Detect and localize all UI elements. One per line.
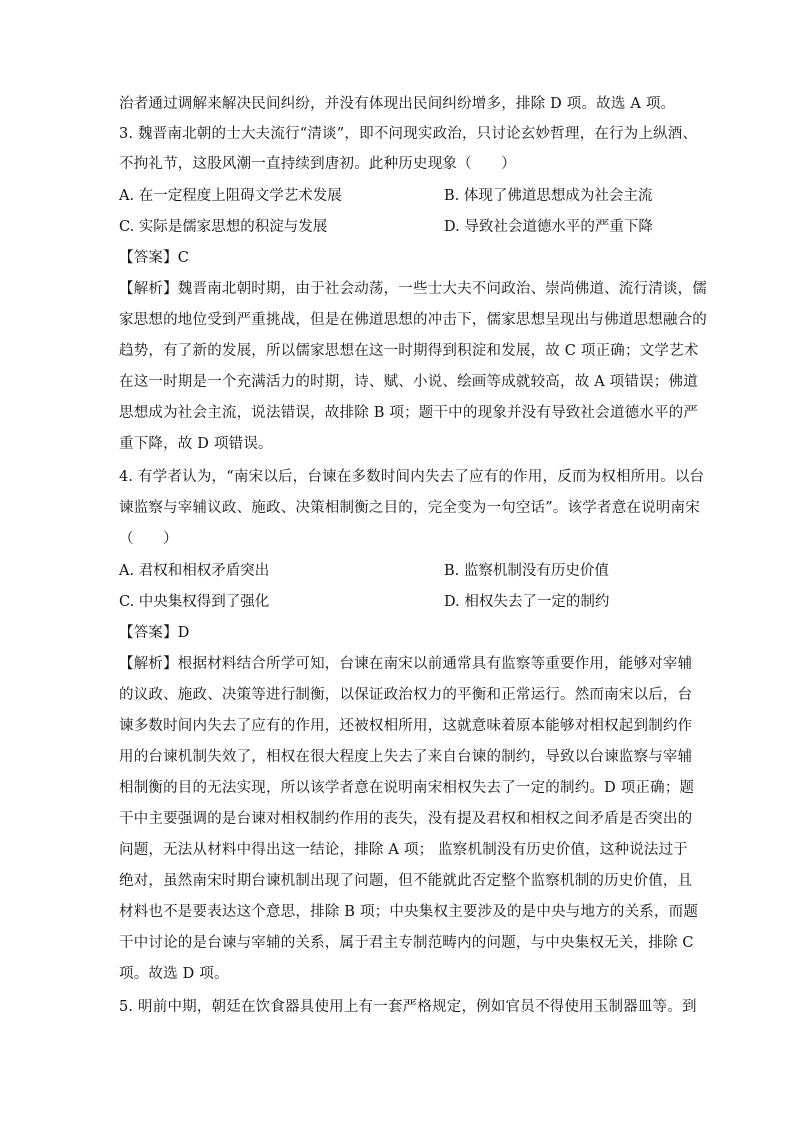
question-3-stem-line-2: 不拘礼节，这股风潮一直持续到唐初。此种历史现象（ ） xyxy=(119,156,516,172)
q4-analysis-line-10: 干中讨论的是台谏与宰辅的关系，属于君主专制范畴内的问题，与中央集权无关，排除 C xyxy=(119,935,694,951)
q3-option-b: B. 体现了佛道思想成为社会主流 xyxy=(444,188,653,204)
q4-analysis-line-6: 干中主要强调的是台谏对相权制约作用的丧失，没有提及君权和相权之间矛盾是否突出的 xyxy=(119,811,693,827)
q3-option-c: C. 实际是儒家思想的积淀与发展 xyxy=(119,219,328,235)
q4-analysis-line-5: 相制衡的目的无法实现，所以该学者意在说明南宋相权失去了一定的制约。D 项正确；题 xyxy=(119,780,695,796)
question-5-stem-line-1: 5. 明前中期，朝廷在饮食器具使用上有一套严格规定，例如官员不得使用玉制器皿等。到 xyxy=(119,999,697,1015)
q3-analysis-line-2: 家思想的地位受到严重挑战，但是在佛道思想的冲击下，儒家思想呈现出与佛道思想融合的 xyxy=(119,312,707,328)
q4-analysis-line-7: 问题，无法从材料中得出这一结论，排除 A 项； 监察机制没有历史价值，这种说法过于 xyxy=(119,842,688,858)
q3-answer: 【答案】C xyxy=(119,250,190,266)
q4-analysis-line-11: 项。故选 D 项。 xyxy=(119,966,229,982)
q4-answer: 【答案】D xyxy=(119,625,190,641)
q4-analysis-line-9: 材料也不是要表达这个意思，排除 B 项；中央集权主要涉及的是中央与地方的关系，而题 xyxy=(119,904,699,920)
q3-option-d: D. 导致社会道德水平的严重下降 xyxy=(444,219,653,235)
question-4-stem-line-2: 谏监察与宰辅议政、施政、决策相制衡之目的，完全变为一句空话”。该学者意在说明南宋 xyxy=(119,500,700,516)
q4-option-b: B. 监察机制没有历史价值 xyxy=(444,563,609,579)
q3-analysis-line-1: 【解析】魏晋南北朝时期，由于社会动荡，一些士大夫不问政治、崇尚佛道、流行清谈，儒 xyxy=(119,281,707,297)
q3-analysis-line-5: 思想成为社会主流，说法错误，故排除 B 项；题干中的现象并没有导致社会道德水平的严 xyxy=(119,405,699,421)
q4-option-d: D. 相权失去了一定的制约 xyxy=(444,594,610,610)
q3-option-a: A. 在一定程度上阻碍文学艺术发展 xyxy=(119,188,342,204)
q4-option-a: A. 君权和相权矛盾突出 xyxy=(119,563,270,579)
text-line-1: 治者通过调解来解决民间纠纷，并没有体现出民间纠纷增多，排除 D 项。故选 A 项。 xyxy=(119,96,676,112)
q3-analysis-line-6: 重下降，故 D 项错误。 xyxy=(119,436,273,452)
question-3-stem-line-1: 3. 魏晋南北朝的士大夫流行“清谈”，即不问现实政治，只讨论玄妙哲理，在行为上纵酒、 xyxy=(119,126,698,142)
q4-option-c: C. 中央集权得到了强化 xyxy=(119,594,270,610)
q4-analysis-line-2: 的议政、施政、决策等进行制衡，以保证政治权力的平衡和正常运行。然而南宋以后，台 xyxy=(119,687,693,703)
q4-analysis-line-1: 【解析】根据材料结合所学可知，台谏在南宋以前通常具有监察等重要作用，能够对宰辅 xyxy=(119,656,693,672)
q3-analysis-line-4: 在这一时期是一个充满活力的时期，诗、赋、小说、绘画等成就较高，故 A 项错误；佛道 xyxy=(119,374,698,390)
question-4-stem-line-1: 4. 有学者认为，“南宋以后，台谏在多数时间内失去了应有的作用，反而为权相所用。以台 xyxy=(119,469,705,485)
q4-analysis-line-4: 用的台谏机制失效了，相权在很大程度上失去了来自台谏的制约，导致以台谏监察与宰辅 xyxy=(119,749,693,765)
question-4-stem-line-3: （ ） xyxy=(119,531,178,547)
q3-analysis-line-3: 趋势，有了新的发展，所以儒家思想在这一时期得到积淀和发展，故 C 项正确；文学艺术 xyxy=(119,343,699,359)
q4-analysis-line-8: 绝对，虽然南宋时期台谏机制出现了问题，但不能就此否定整个监察机制的历史价值，且 xyxy=(119,873,693,889)
q4-analysis-line-3: 谏多数时间内失去了应有的作用，还被权相所用，这就意味着原本能够对相权起到制约作 xyxy=(119,718,693,734)
